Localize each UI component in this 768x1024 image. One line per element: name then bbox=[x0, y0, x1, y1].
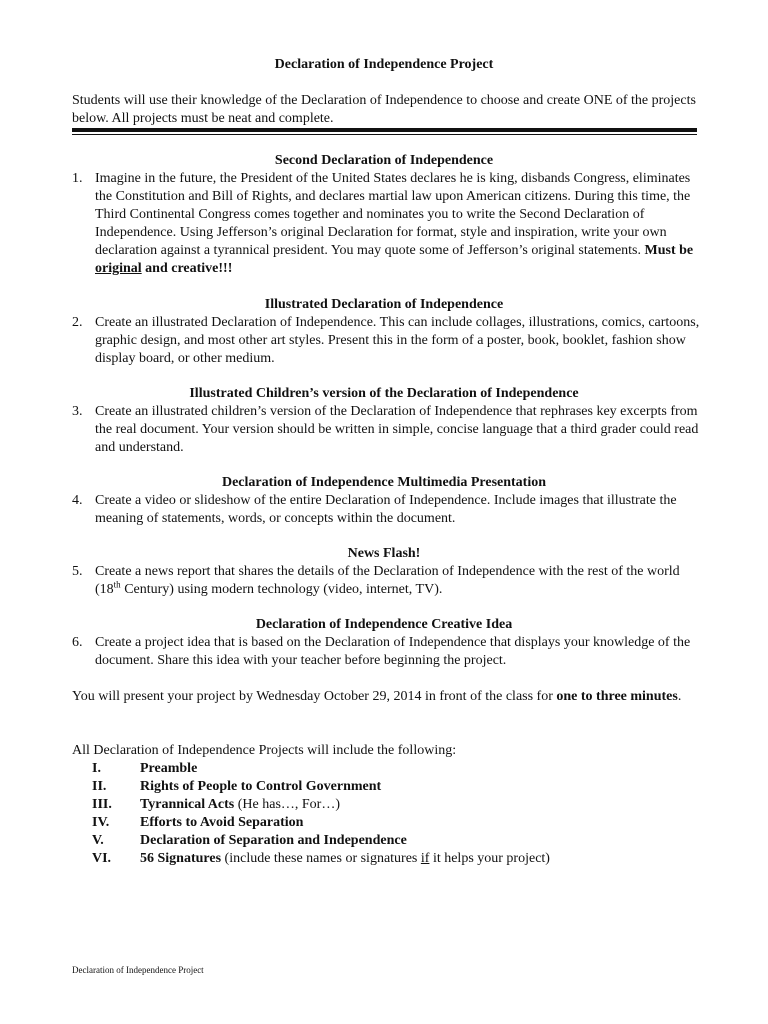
emphasis-pre: Must be bbox=[644, 243, 694, 258]
project-heading: Second Declaration of Independence bbox=[274, 153, 494, 168]
requirement-item bbox=[72, 832, 700, 850]
project-number: 1. bbox=[72, 171, 83, 186]
project-section-5 bbox=[72, 545, 700, 599]
closing-bold: one to three minutes bbox=[556, 689, 678, 704]
project-text-pre: Create a news report that shares the details of the Declaration of Independence with the rest of the world (18 bbox=[95, 564, 680, 597]
project-heading: Illustrated Children’s version of the Declaration of Independence bbox=[189, 386, 579, 401]
requirement-numeral: III. bbox=[92, 797, 112, 812]
project-item bbox=[72, 170, 700, 278]
requirement-numeral: VI. bbox=[92, 851, 112, 866]
requirement-title: 56 Signatures bbox=[140, 851, 222, 866]
project-heading: Declaration of Independence Creative Idea bbox=[255, 617, 513, 632]
divider-thin bbox=[72, 134, 697, 135]
project-description: Create an illustrated children’s version of the Declaration of Independence that rephrases key excerpts from the real document. Your version should be written in simple, concise language that a third grader could read and understand. bbox=[95, 404, 699, 455]
requirement-item bbox=[72, 778, 700, 796]
project-description: Create a video or slideshow of the entire Declaration of Independence. Include images that illustrate the meaning of statements, words, or concepts within the document. bbox=[95, 493, 677, 526]
requirement-numeral: I. bbox=[92, 761, 101, 776]
superscript-th: th bbox=[113, 579, 121, 590]
project-heading: Illustrated Declaration of Independence bbox=[264, 297, 504, 312]
requirement-title: Declaration of Separation and Independence bbox=[140, 833, 407, 848]
requirement-numeral: IV. bbox=[92, 815, 110, 830]
project-text-post: Century) using modern technology (video, internet, TV). bbox=[120, 582, 443, 597]
project-number: 6. bbox=[72, 635, 83, 650]
requirement-numeral: II. bbox=[92, 779, 107, 794]
project-section-2 bbox=[72, 296, 700, 368]
project-heading: Declaration of Independence Multimedia Presentation bbox=[221, 475, 547, 490]
requirement-title: Preamble bbox=[140, 761, 198, 776]
requirement-numeral: V. bbox=[92, 833, 104, 848]
project-number: 3. bbox=[72, 404, 83, 419]
project-number: 5. bbox=[72, 564, 83, 579]
requirement-note-post: it helps your project) bbox=[429, 851, 550, 866]
requirement-note-pre: (include these names or signatures bbox=[221, 851, 421, 866]
project-description bbox=[95, 170, 700, 278]
project-item bbox=[72, 563, 700, 599]
requirement-item bbox=[72, 796, 700, 814]
requirement-note-underlined: if bbox=[420, 851, 430, 866]
presentation-deadline bbox=[72, 688, 700, 706]
project-section-6 bbox=[72, 616, 700, 670]
project-heading: News Flash! bbox=[347, 546, 421, 561]
closing-post: . bbox=[677, 689, 682, 704]
project-item bbox=[72, 403, 700, 457]
requirement-note: (He has…, For…) bbox=[234, 797, 341, 812]
divider-thick bbox=[72, 128, 697, 132]
page-title: Declaration of Independence Project bbox=[274, 57, 494, 72]
project-item bbox=[72, 492, 700, 528]
closing-pre: You will present your project by Wednesday October 29, 2014 in front of the class for bbox=[72, 689, 557, 704]
emphasis-underlined: original bbox=[95, 261, 142, 276]
project-text: Imagine in the future, the President of the United States declares he is king, disbands Congress, eliminates the Constitution and Bill of Rights, and declares martial law upon American citizens. During this time, the Third Continental Congress comes together and nominates you to write the Second Declaration of Independence. Using Jefferson’s original Declaration for format, style and inspiration, write your own declaration against a tyrannical president. You may quote some of Jefferson’s original statements. bbox=[95, 171, 691, 258]
requirement-title: Rights of People to Control Government bbox=[140, 779, 382, 794]
page-footer: Declaration of Independence Project bbox=[72, 965, 204, 975]
project-number: 2. bbox=[72, 315, 83, 330]
project-section-4 bbox=[72, 474, 700, 528]
project-section-1 bbox=[72, 152, 700, 278]
requirement-title: Efforts to Avoid Separation bbox=[140, 815, 304, 830]
project-section-3 bbox=[72, 385, 700, 457]
project-item bbox=[72, 634, 700, 670]
requirement-item bbox=[72, 850, 700, 868]
emphasis-post: and creative!!! bbox=[141, 261, 233, 276]
requirements-intro: All Declaration of Independence Projects will include the following: bbox=[72, 743, 457, 758]
requirements-list bbox=[72, 760, 700, 868]
requirement-title: Tyrannical Acts bbox=[140, 797, 235, 812]
requirements-section bbox=[72, 742, 700, 868]
project-description bbox=[95, 563, 700, 599]
intro-paragraph: Students will use their knowledge of the Declaration of Independence to choose and create ONE of the projects below. All projects must be neat and complete. bbox=[72, 93, 696, 126]
project-item bbox=[72, 314, 700, 368]
requirement-item bbox=[72, 760, 700, 778]
project-description: Create an illustrated Declaration of Independence. This can include collages, illustrations, comics, cartoons, graphic design, and most other art styles. Present this in the form of a poster, book, booklet, fashion show display board, or other medium. bbox=[95, 315, 700, 366]
project-description: Create a project idea that is based on the Declaration of Independence that displays your knowledge of the document. Share this idea with your teacher before beginning the project. bbox=[95, 635, 691, 668]
project-number: 4. bbox=[72, 493, 83, 508]
requirement-item bbox=[72, 814, 700, 832]
